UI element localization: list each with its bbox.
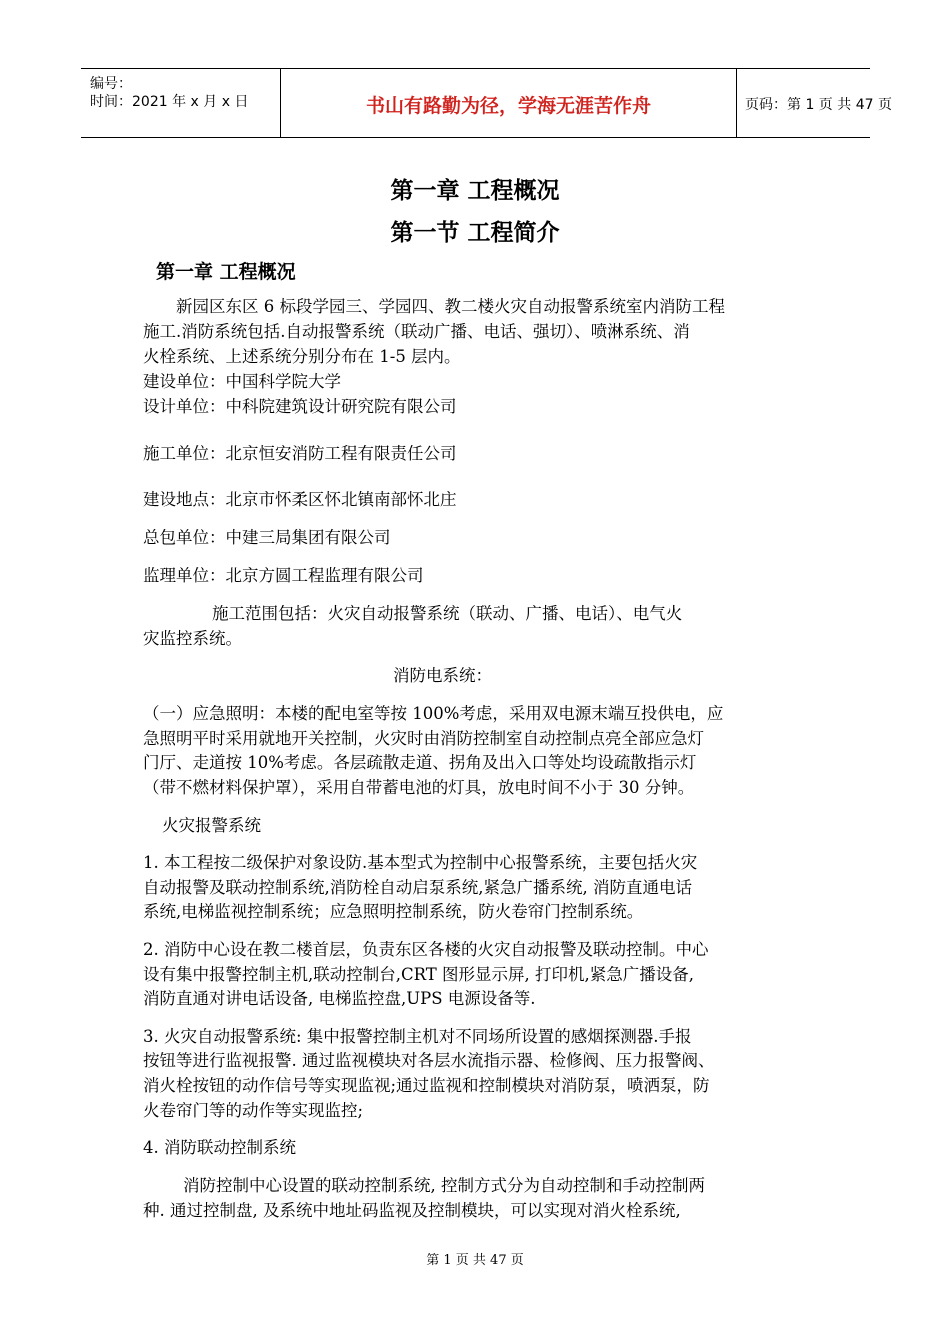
owner-line: 建设单位：中国科学院大学 bbox=[143, 372, 341, 391]
emergency-light-line-3: 门厅、走道按 10%考虑。各层疏散走道、拐角及出入口等处均设疏散指示灯 bbox=[143, 753, 697, 772]
alarm-item-2-line-1: 2. 消防中心设在教二楼首层，负责东区各楼的火灾自动报警及联动控制。中心 bbox=[143, 940, 709, 959]
general-contractor-line: 总包单位：中建三局集团有限公司 bbox=[143, 528, 391, 547]
location-line: 建设地点：北京市怀柔区怀北镇南部怀北庄 bbox=[143, 490, 457, 509]
alarm-item-3-line-3: 消火栓按钮的动作信号等实现监视;通过监视和控制模块对消防泵，喷洒泵，防 bbox=[143, 1076, 710, 1095]
alarm-item-4-heading: 4. 消防联动控制系统 bbox=[143, 1138, 296, 1157]
section-title: 第一节 工程简介 bbox=[390, 220, 560, 246]
designer-line: 设计单位：中科院建筑设计研究院有限公司 bbox=[143, 397, 457, 416]
supervisor-line: 监理单位：北京方圆工程监理有限公司 bbox=[143, 566, 424, 585]
overview-line-2: 施工.消防系统包括.自动报警系统（联动广播、电话、强切）、喷淋系统、消 bbox=[143, 322, 690, 341]
document-header bbox=[81, 68, 892, 138]
footer-page-number: 第 1 页 共 47 页 bbox=[426, 1253, 524, 1268]
header-motto-cell bbox=[281, 69, 737, 137]
scope-line-2: 灾监控系统。 bbox=[143, 629, 242, 648]
overview-line-1: 新园区东区 6 标段学园三、学园四、教二楼火灾自动报警系统室内消防工程 bbox=[176, 297, 725, 316]
alarm-item-1-line-1: 1. 本工程按二级保护对象设防.基本型式为控制中心报警系统，主要包括火灾 bbox=[143, 853, 698, 872]
alarm-item-2-line-2: 设有集中报警控制主机,联动控制台,CRT 图形显示屏, 打印机,紧急广播设备, bbox=[143, 965, 694, 984]
contractor-line: 施工单位：北京恒安消防工程有限责任公司 bbox=[143, 444, 457, 463]
number-label: 编号： bbox=[90, 76, 132, 92]
alarm-item-3-line-4: 火卷帘门等的动作等实现监控; bbox=[143, 1101, 364, 1120]
time-label: 时间：2021 年 x 月 x 日 bbox=[90, 94, 249, 110]
overview-line-3: 火栓系统、上述系统分别分布在 1-5 层内。 bbox=[143, 347, 461, 366]
header-right-cell bbox=[737, 69, 892, 137]
emergency-light-line-4: （带不燃材料保护罩），采用自带蓄电池的灯具，放电时间不小于 30 分钟。 bbox=[143, 778, 695, 797]
alarm-item-3-line-2: 按钮等进行监视报警. 通过监视模块对各层水流指示器、检修阀、压力报警阀、 bbox=[143, 1051, 715, 1070]
scope-line-1: 施工范围包括：火灾自动报警系统（联动、广播、电话）、电气火 bbox=[212, 604, 683, 623]
linkage-para-line-2: 种. 通过控制盘, 及系统中地址码监视及控制模块，可以实现对消火栓系统, bbox=[143, 1201, 681, 1220]
chapter-title: 第一章 工程概况 bbox=[390, 178, 560, 204]
alarm-heading: 火灾报警系统 bbox=[162, 816, 261, 835]
chapter-subheading: 第一章 工程概况 bbox=[156, 261, 296, 283]
alarm-item-2-line-3: 消防直通对讲电话设备, 电梯监控盘,UPS 电源设备等. bbox=[143, 989, 536, 1008]
motto: 书山有路勤为径，学海无涯苦作舟 bbox=[365, 95, 651, 117]
header-left-cell bbox=[81, 69, 281, 137]
alarm-item-1-line-2: 自动报警及联动控制系统,消防栓自动启泵系统,紧急广播系统, 消防直通电话 bbox=[143, 878, 692, 897]
alarm-item-3-line-1: 3. 火灾自动报警系统: 集中报警控制主机对不同场所设置的感烟探测器.手报 bbox=[143, 1027, 692, 1046]
linkage-para-line-1: 消防控制中心设置的联动控制系统, 控制方式分为自动控制和手动控制两 bbox=[183, 1176, 705, 1195]
header-page-info: 页码：第 1 页 共 47 页 bbox=[745, 97, 892, 113]
alarm-item-1-line-3: 系统,电梯监视控制系统；应急照明控制系统，防火卷帘门控制系统。 bbox=[143, 902, 644, 921]
emergency-light-line-1: （一）应急照明：本楼的配电室等按 100%考虑，采用双电源末端互投供电，应 bbox=[143, 704, 724, 723]
fire-power-heading: 消防电系统： bbox=[393, 666, 492, 685]
emergency-light-line-2: 急照明平时采用就地开关控制，火灾时由消防控制室自动控制点亮全部应急灯 bbox=[143, 729, 704, 748]
